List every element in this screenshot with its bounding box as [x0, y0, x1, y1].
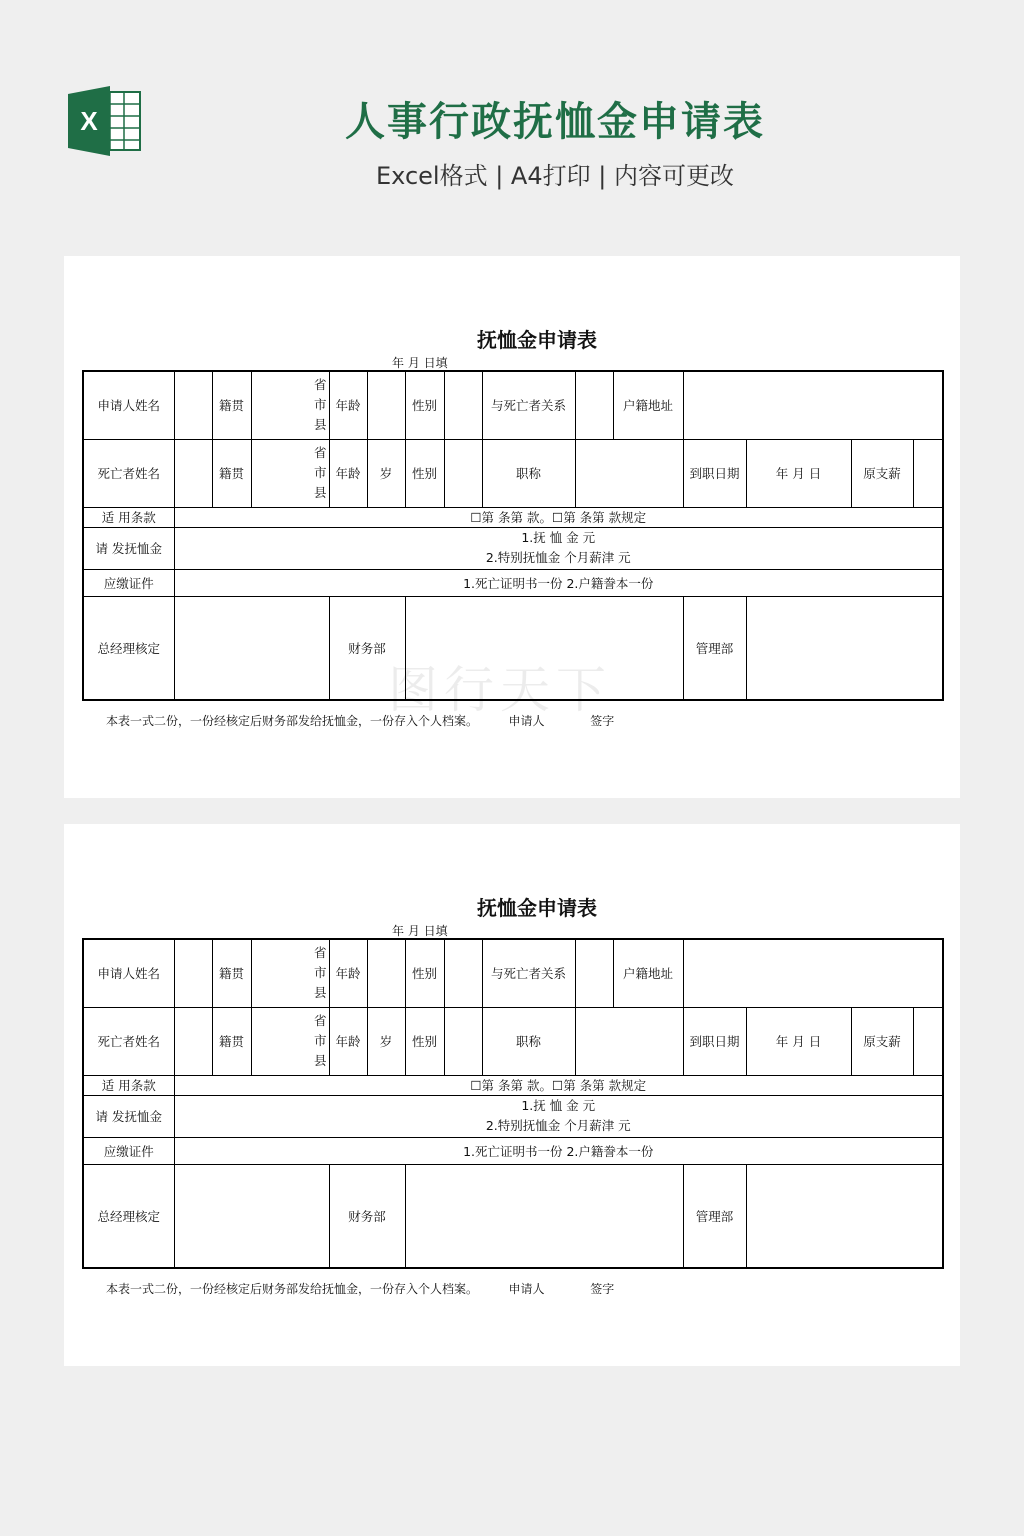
base-salary-label: 原支薪 — [851, 1007, 913, 1075]
clause-label: 适 用条款 — [83, 1075, 174, 1095]
pension-details[interactable]: 1.抚 恤 金 元 2.特别抚恤金 个月薪津 元 — [174, 527, 943, 569]
clause-text[interactable]: ☐第 条第 款。☐第 条第 款规定 — [174, 507, 943, 527]
admin-label: 管理部 — [683, 596, 746, 700]
age-label: 年龄 — [329, 939, 367, 1007]
applicant-name-value[interactable] — [174, 939, 212, 1007]
finance-label: 财务部 — [329, 596, 405, 700]
form-preview-2 — [64, 824, 960, 1366]
relation-label: 与死亡者关系 — [482, 939, 575, 1007]
page-title: 人事行政抚恤金申请表 — [345, 99, 765, 145]
household-address-label: 户籍地址 — [613, 371, 683, 439]
documents-row — [83, 1137, 943, 1164]
gender-value[interactable] — [444, 439, 482, 507]
deceased-name-value[interactable] — [174, 439, 212, 507]
household-address-label: 户籍地址 — [613, 939, 683, 1007]
province-city-county[interactable]: 省 市 县 — [251, 1007, 329, 1075]
gender-label: 性别 — [405, 939, 444, 1007]
province-city-county[interactable]: 省 市 县 — [251, 371, 329, 439]
form-title: 抚恤金申请表 — [477, 328, 597, 352]
deceased-row — [83, 439, 943, 507]
gm-approval-value[interactable] — [174, 596, 329, 700]
admin-value[interactable] — [746, 1164, 943, 1268]
gender-value[interactable] — [444, 939, 482, 1007]
documents-label: 应缴证件 — [83, 569, 174, 596]
clause-text[interactable]: ☐第 条第 款。☐第 条第 款规定 — [174, 1075, 943, 1095]
gender-label: 性别 — [405, 371, 444, 439]
relation-value[interactable] — [575, 371, 613, 439]
hire-date-value[interactable]: 年 月 日 — [746, 439, 851, 507]
gm-approval-label: 总经理核定 — [83, 1164, 174, 1268]
household-address-value[interactable] — [683, 939, 943, 1007]
age-unit[interactable]: 岁 — [367, 1007, 405, 1075]
clause-row — [83, 1075, 943, 1095]
clause-label: 适 用条款 — [83, 507, 174, 527]
age-unit[interactable]: 岁 — [367, 439, 405, 507]
base-salary-value[interactable] — [913, 439, 943, 507]
deceased-row — [83, 1007, 943, 1075]
documents-row — [83, 569, 943, 596]
page-header — [0, 0, 1024, 240]
applicant-row — [83, 939, 943, 1007]
pension-row — [83, 527, 943, 569]
watermark: 图行天下 — [388, 661, 612, 719]
job-title-label: 职称 — [482, 1007, 575, 1075]
admin-label: 管理部 — [683, 1164, 746, 1268]
pension-label: 请 发抚恤金 — [83, 527, 174, 569]
province-city-county[interactable]: 省 市 县 — [251, 939, 329, 1007]
job-title-value[interactable] — [575, 1007, 683, 1075]
province-city-county[interactable]: 省 市 县 — [251, 439, 329, 507]
deceased-name-label: 死亡者姓名 — [83, 439, 174, 507]
household-address-value[interactable] — [683, 371, 943, 439]
form-note: 本表一式二份，一份经核定后财务部发给抚恤金，一份存入个人档案。 申请人 签字 — [106, 714, 615, 728]
applicant-name-label: 申请人姓名 — [83, 371, 174, 439]
native-place-label: 籍贯 — [212, 439, 251, 507]
gm-approval-value[interactable] — [174, 1164, 329, 1268]
applicant-row — [83, 371, 943, 439]
excel-logo-icon — [66, 86, 142, 156]
page-subtitle: Excel格式 | A4打印 | 内容可更改 — [376, 162, 734, 190]
deceased-name-value[interactable] — [174, 1007, 212, 1075]
approval-row — [83, 1164, 943, 1268]
job-title-value[interactable] — [575, 439, 683, 507]
form-title: 抚恤金申请表 — [477, 896, 597, 920]
relation-label: 与死亡者关系 — [482, 371, 575, 439]
svg-text:X: X — [80, 106, 98, 136]
documents-label: 应缴证件 — [83, 1137, 174, 1164]
relation-value[interactable] — [575, 939, 613, 1007]
admin-value[interactable] — [746, 596, 943, 700]
applicant-name-value[interactable] — [174, 371, 212, 439]
deceased-name-label: 死亡者姓名 — [83, 1007, 174, 1075]
documents-text: 1.死亡证明书一份 2.户籍誊本一份 — [174, 569, 943, 596]
pension-row — [83, 1095, 943, 1137]
age-label: 年龄 — [329, 439, 367, 507]
hire-date-value[interactable]: 年 月 日 — [746, 1007, 851, 1075]
age-value[interactable] — [367, 371, 405, 439]
age-label: 年龄 — [329, 1007, 367, 1075]
gm-approval-label: 总经理核定 — [83, 596, 174, 700]
gender-label: 性别 — [405, 1007, 444, 1075]
clause-row — [83, 507, 943, 527]
documents-text: 1.死亡证明书一份 2.户籍誊本一份 — [174, 1137, 943, 1164]
hire-date-label: 到职日期 — [683, 439, 746, 507]
base-salary-value[interactable] — [913, 1007, 943, 1075]
pension-details[interactable]: 1.抚 恤 金 元 2.特别抚恤金 个月薪津 元 — [174, 1095, 943, 1137]
native-place-label: 籍贯 — [212, 371, 251, 439]
application-form-table — [82, 938, 944, 1269]
native-place-label: 籍贯 — [212, 1007, 251, 1075]
gender-value[interactable] — [444, 371, 482, 439]
job-title-label: 职称 — [482, 439, 575, 507]
date-line: 年 月 日填 — [392, 924, 448, 938]
age-value[interactable] — [367, 939, 405, 1007]
native-place-label: 籍贯 — [212, 939, 251, 1007]
form-note: 本表一式二份，一份经核定后财务部发给抚恤金，一份存入个人档案。 申请人 签字 — [106, 1282, 615, 1296]
finance-label: 财务部 — [329, 1164, 405, 1268]
gender-label: 性别 — [405, 439, 444, 507]
age-label: 年龄 — [329, 371, 367, 439]
finance-value[interactable] — [405, 1164, 683, 1268]
gender-value[interactable] — [444, 1007, 482, 1075]
applicant-name-label: 申请人姓名 — [83, 939, 174, 1007]
pension-label: 请 发抚恤金 — [83, 1095, 174, 1137]
hire-date-label: 到职日期 — [683, 1007, 746, 1075]
base-salary-label: 原支薪 — [851, 439, 913, 507]
date-line: 年 月 日填 — [392, 356, 448, 370]
